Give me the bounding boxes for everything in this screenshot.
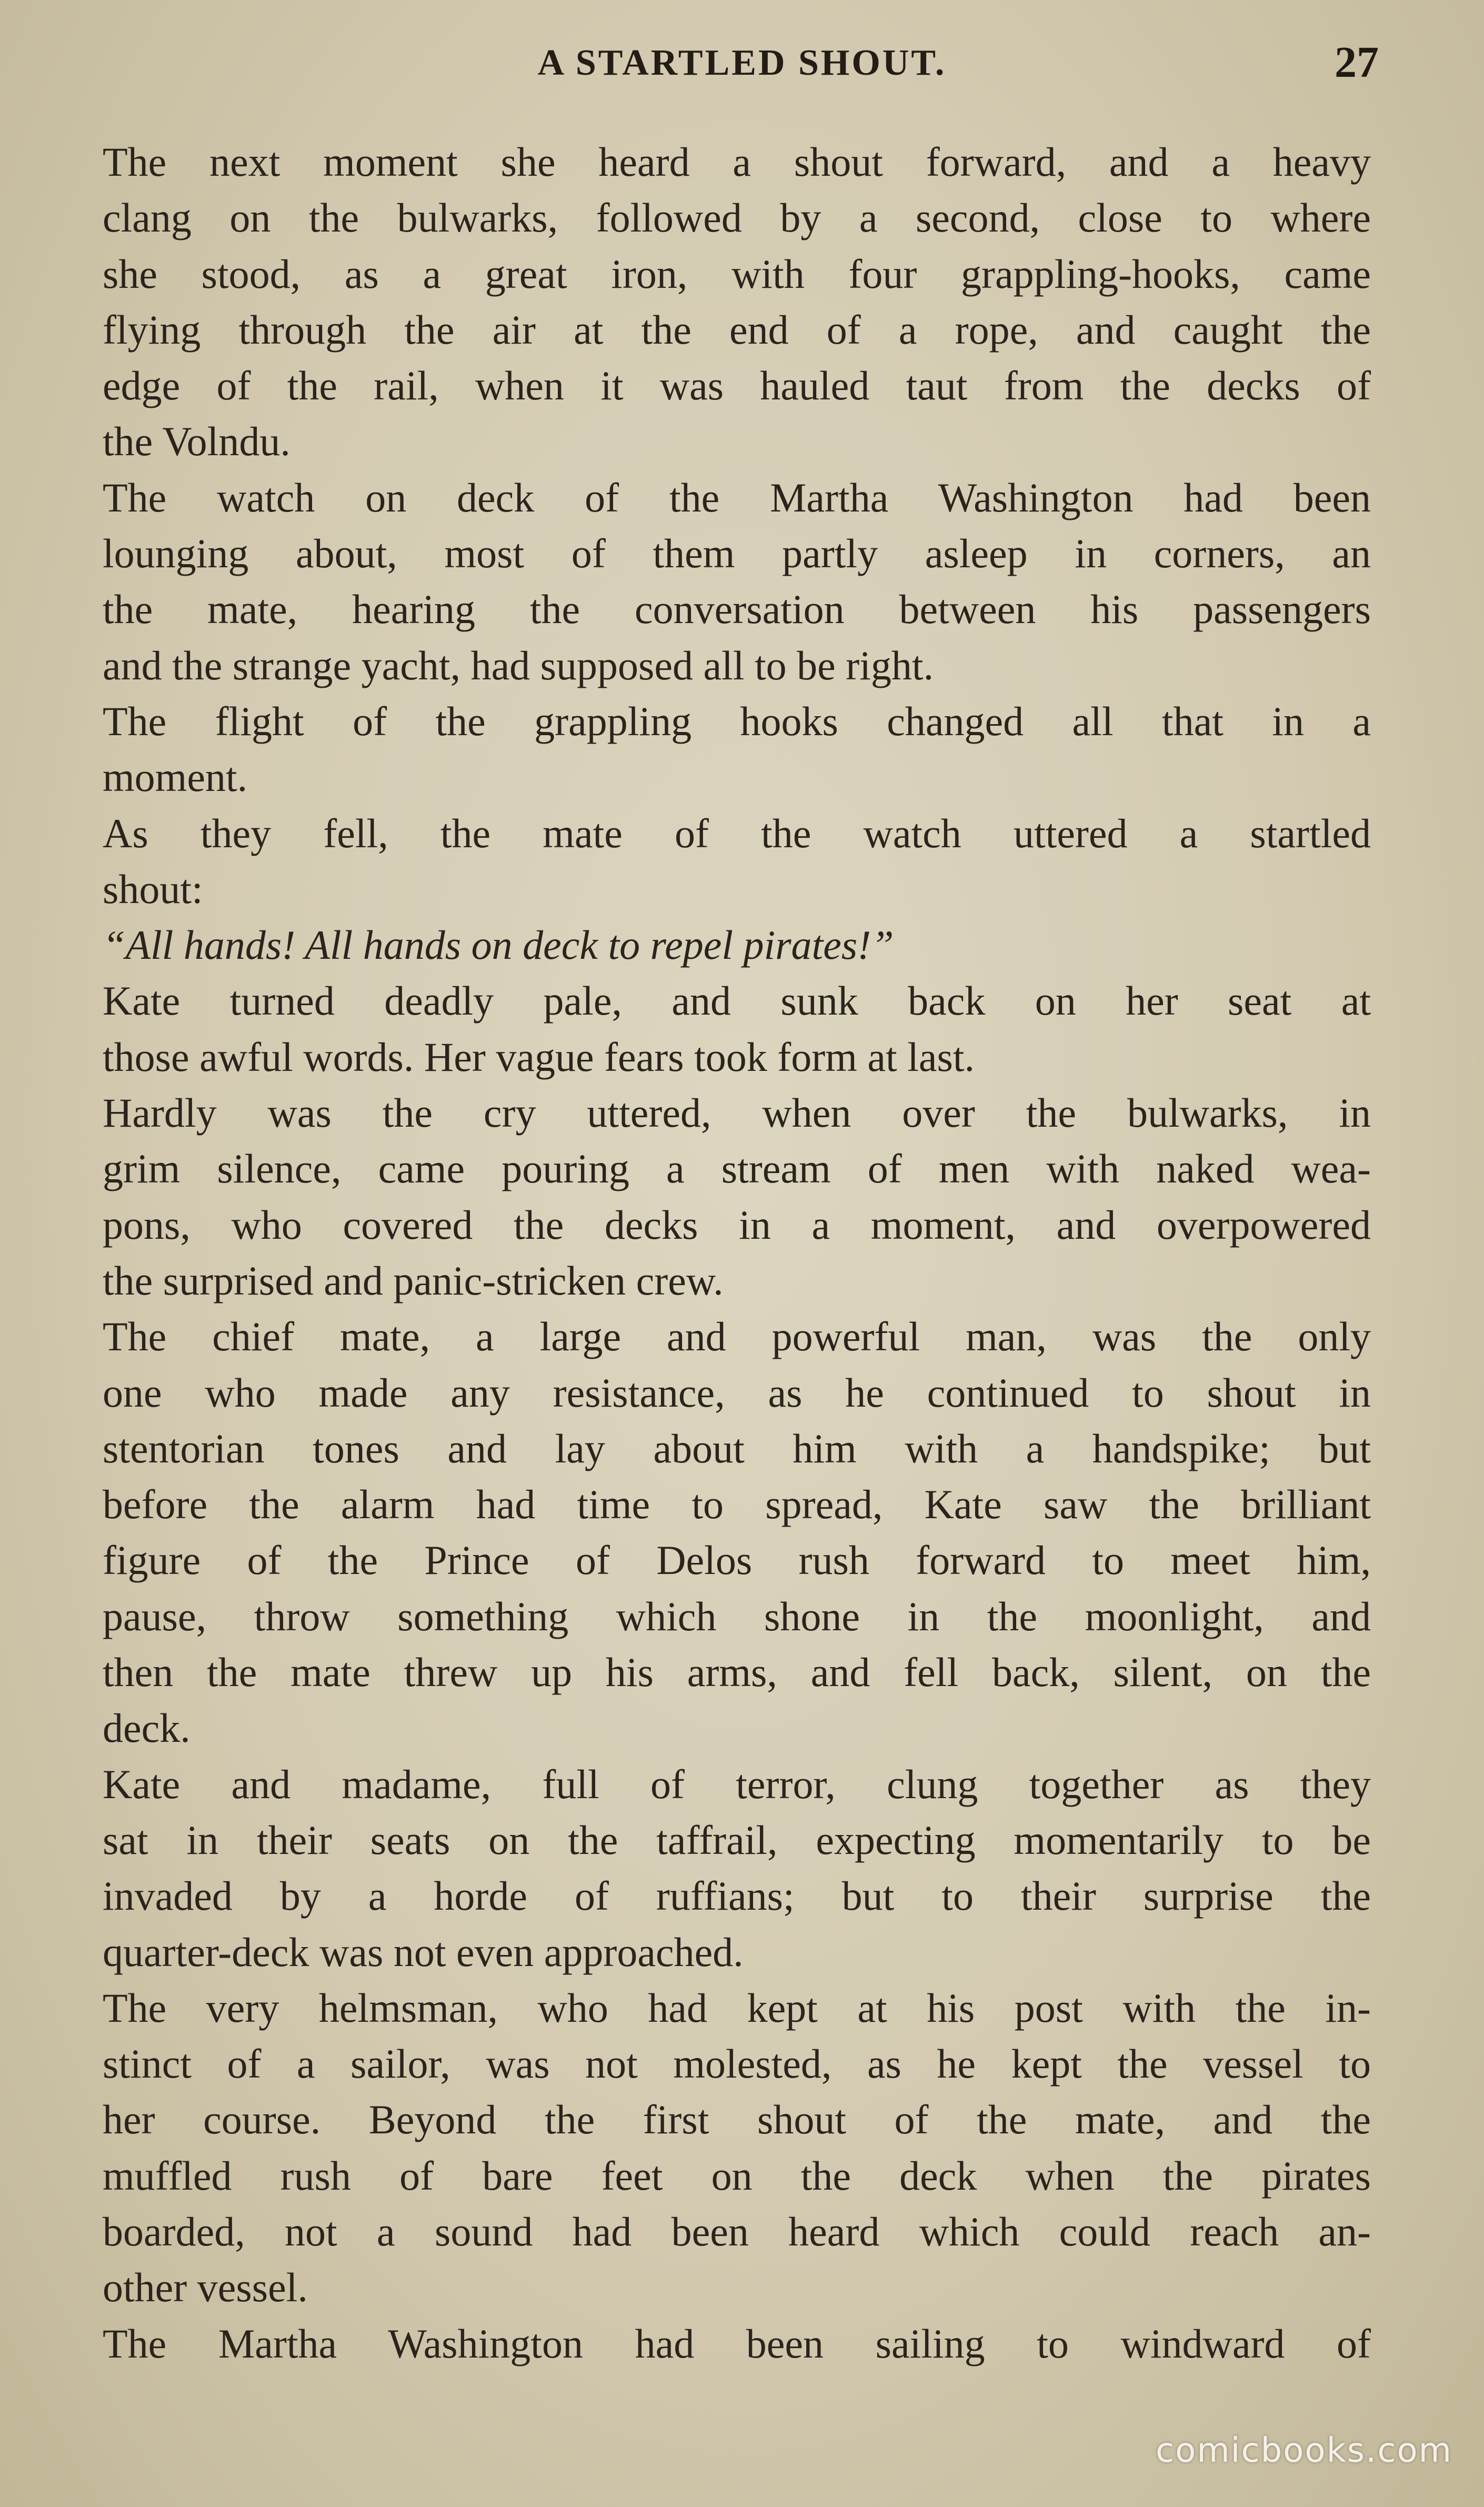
- text-line: then the mate threw up his arms, and fell back, silent, on the: [103, 1649, 1371, 1696]
- text-line: deck.: [103, 1705, 190, 1751]
- text-line: the surprised and panic-stricken crew.: [103, 1257, 724, 1303]
- text-line: the mate, hearing the conversation between his passengers: [103, 586, 1371, 633]
- text-line: other vessel.: [103, 2264, 308, 2311]
- text-line: moment.: [103, 754, 248, 800]
- text-line: pause, throw something which shone in the moonlight, and: [103, 1593, 1371, 1639]
- text-line: sat in their seats on the taffrail, expecting momentarily to be: [103, 1817, 1371, 1863]
- text-line: flying through the air at the end of a rope, and caught the: [103, 306, 1371, 353]
- text-line: The very helmsman, who had kept at his post with the in-: [103, 1984, 1371, 2031]
- text-line: and the strange yacht, had supposed all to be right.: [103, 642, 934, 688]
- body-text: [103, 134, 1371, 2372]
- text-line: invaded by a horde of ruffians; but to their surprise the: [103, 1873, 1371, 1919]
- text-line: those awful words. Her vague fears took form at last.: [103, 1034, 975, 1080]
- text-line: “All hands! All hands on deck to repel pirates!”: [103, 922, 894, 968]
- text-line: Kate turned deadly pale, and sunk back on her seat at: [103, 978, 1371, 1024]
- text-line: she stood, as a great iron, with four grappling-hooks, came: [103, 250, 1371, 297]
- text-line: one who made any resistance, as he continued to shout in: [103, 1369, 1371, 1416]
- text-line: stinct of a sailor, was not molested, as he kept the vessel to: [103, 2041, 1371, 2087]
- text-line: The flight of the grappling hooks changed all that in a: [103, 698, 1371, 744]
- text-line: clang on the bulwarks, followed by a second, close to where: [103, 195, 1371, 241]
- text-line: grim silence, came pouring a stream of men with naked wea-: [103, 1146, 1371, 1192]
- text-line: lounging about, most of them partly asleep in corners, an: [103, 530, 1371, 577]
- text-line: As they fell, the mate of the watch uttered a startled: [103, 810, 1371, 856]
- text-line: The chief mate, a large and powerful man, was the only: [103, 1313, 1371, 1360]
- text-line: pons, who covered the decks in a moment, and overpowered: [103, 1201, 1371, 1248]
- text-line: edge of the rail, when it was hauled taut from the decks of: [103, 363, 1371, 409]
- text-line: shout:: [103, 866, 203, 912]
- text-line: muffled rush of bare feet on the deck when the pirates: [103, 2152, 1371, 2199]
- text-line: stentorian tones and lay about him with a handspike; but: [103, 1425, 1371, 1471]
- text-line: The next moment she heard a shout forward, and a heavy: [103, 139, 1371, 185]
- text-line: The watch on deck of the Martha Washington had been: [103, 474, 1371, 520]
- text-line: figure of the Prince of Delos rush forward to meet him,: [103, 1537, 1371, 1583]
- text-line: her course. Beyond the first shout of the mate, and the: [103, 2097, 1371, 2143]
- watermark: comicbooks.com: [1155, 2431, 1452, 2470]
- text-line: Kate and madame, full of terror, clung together as they: [103, 1761, 1371, 1807]
- text-line: The Martha Washington had been sailing to windward of: [103, 2320, 1371, 2366]
- page-header: [105, 37, 1379, 95]
- text-line: the Volndu.: [103, 418, 290, 465]
- text-line: boarded, not a sound had been heard which could reach an-: [103, 2208, 1371, 2254]
- text-line: quarter-deck was not even approached.: [103, 1929, 744, 1975]
- text-line: before the alarm had time to spread, Kate saw the brilliant: [103, 1481, 1371, 1528]
- text-line: Hardly was the cry uttered, when over the bulwarks, in: [103, 1090, 1371, 1136]
- running-title: A STARTLED SHOUT.: [537, 43, 947, 83]
- page-number: 27: [1335, 38, 1379, 87]
